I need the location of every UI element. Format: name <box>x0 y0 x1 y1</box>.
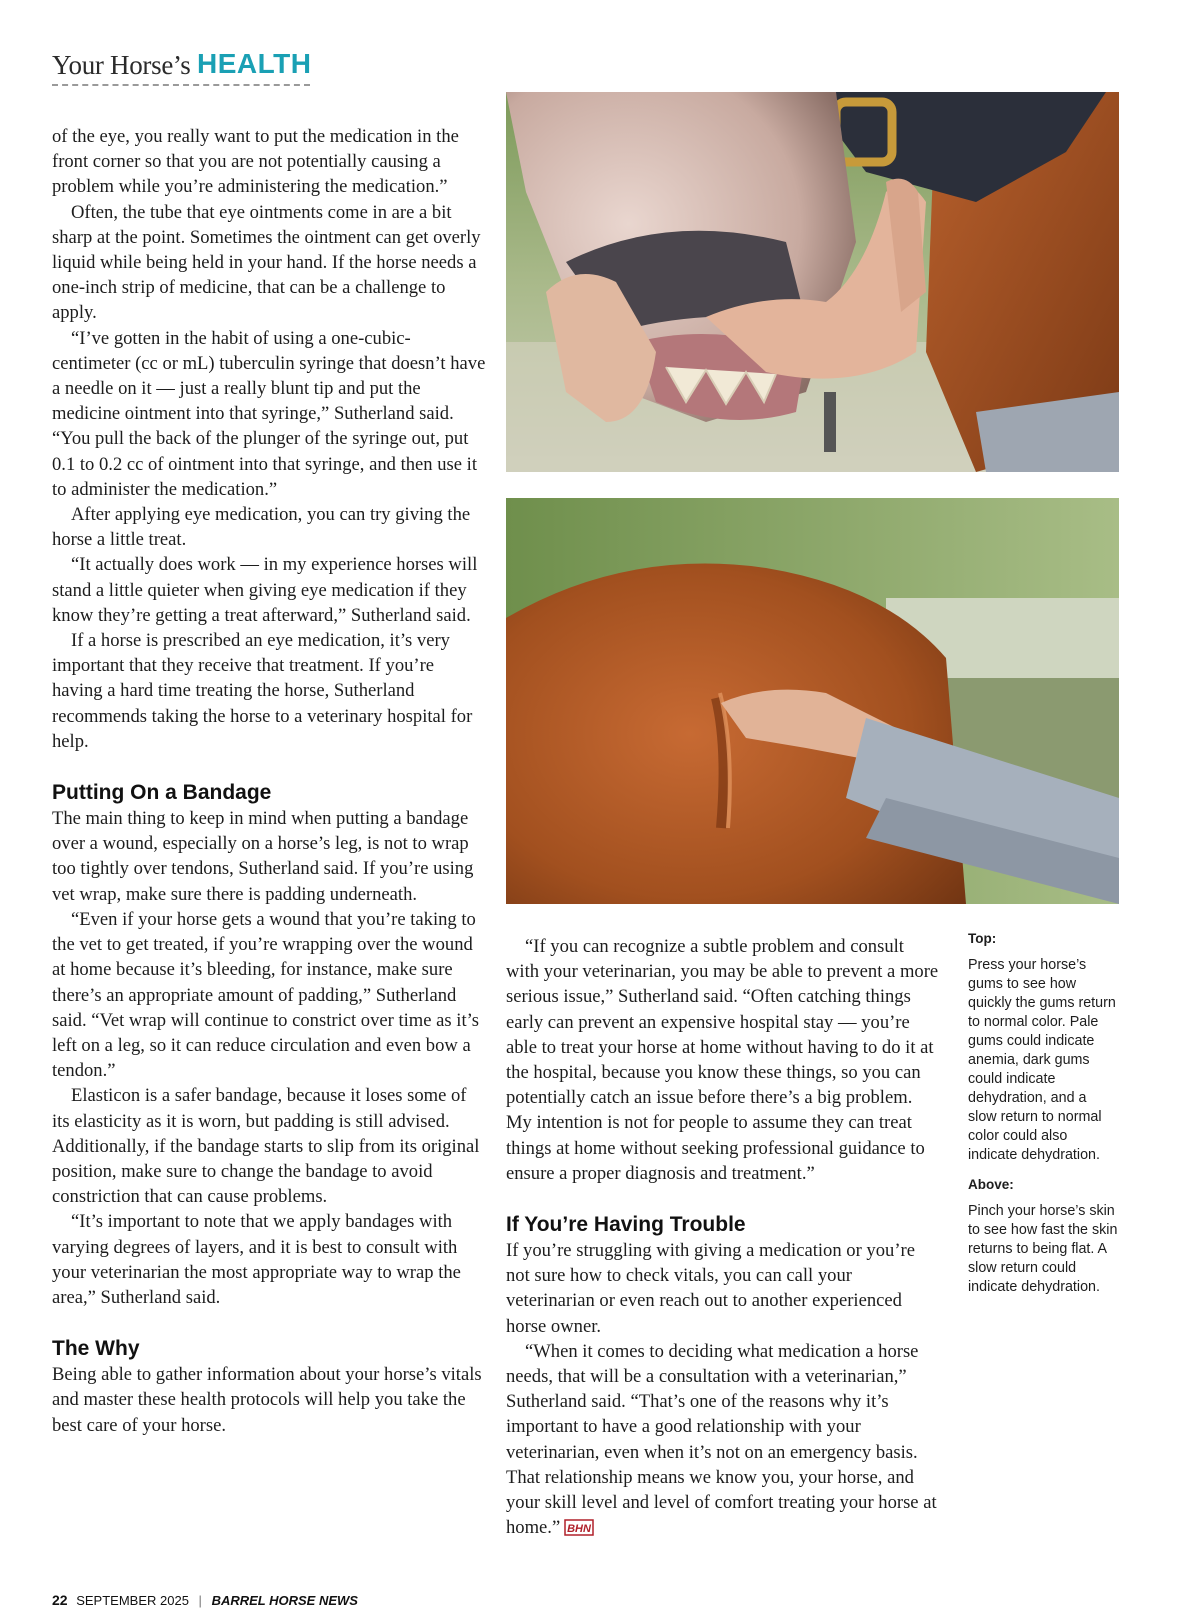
paragraph: If you’re struggling with giving a medication or you’re not sure how to check vitals, you can call your veterinarian or even reach out to another experienced horse owner. <box>506 1240 915 1337</box>
photo-captions <box>968 929 1118 1307</box>
section-header <box>52 46 310 86</box>
subheading-why: The Why <box>52 1337 140 1361</box>
horse-gums-photo <box>506 92 1119 472</box>
paragraph: After applying eye medication, you can try giving the horse a little treat. <box>52 504 471 551</box>
caption-top-text: Press your horse’s gums to see how quickly the gums return to normal color. Pale gums could indicate anemia, dark gums could indicate dehydration, and a slow return to normal color could also indicate dehydration. <box>968 957 1116 1163</box>
paragraph: “Even if your horse gets a wound that you’re taking to the vet to get treated, if you’re wrapping over the wound at home because it’s bleeding, for instance, make sure there’s an appropriate amount of padding,” Sutherland said. “Vet wrap will continue to constrict over time as it’s left on a leg, so it can reduce circulation and even bow a tendon.” <box>52 908 480 1082</box>
horse-skin-pinch-photo <box>506 498 1119 904</box>
paragraph: If a horse is prescribed an eye medication, it’s very important that they receive that treatment. If you’re having a hard time treating the horse, Sutherland recommends taking the horse to a veterinary hospital for help. <box>52 630 473 752</box>
header-section: HEALTH <box>197 48 312 79</box>
article-column-2 <box>506 934 941 1540</box>
paragraph <box>506 1339 941 1541</box>
bhn-logo-icon <box>564 1519 594 1536</box>
paragraph: of the eye, you really want to put the medication in the front corner so that you are not potentially causing a problem while you’re administering the medication.” <box>52 126 459 198</box>
paragraph: Elasticon is a safer bandage, because it loses some of its elasticity as it is worn, but padding is still advised. Additionally, if the bandage starts to slip from its original position, make sure to change the bandage to avoid constriction that can cause problems. <box>52 1085 480 1208</box>
paragraph-text: “When it comes to deciding what medication a horse needs, that will be a consultation with a veterinarian,” Sutherland said. “That’s one of the reasons why it’s important to have a good relationship with your veterinarian, even when it’s not on an emergency basis. That relationship means we know you, your horse, and your skill level and level of comfort treating your horse at home.” <box>506 1340 937 1539</box>
end-mark-text: BHN <box>567 1523 592 1536</box>
caption-above-label: Above: <box>968 1177 1014 1192</box>
subheading-trouble: If You’re Having Trouble <box>506 1213 746 1237</box>
caption-above-text: Pinch your horse’s skin to see how fast the skin returns to being flat. A slow return could indicate dehydration. <box>968 1203 1118 1295</box>
caption-top-label: Top: <box>968 931 997 946</box>
paragraph: Being able to gather information about your horse’s vitals and master these health protocols will help you take the best care of your horse. <box>52 1364 482 1436</box>
header-lead: Your Horse’s <box>52 50 191 80</box>
article-column-1 <box>52 124 487 1438</box>
issue-date: SEPTEMBER 2025 <box>76 1593 189 1608</box>
page-footer <box>52 1592 358 1608</box>
publication-name: BARREL HORSE NEWS <box>211 1593 358 1608</box>
subheading-bandage: Putting On a Bandage <box>52 781 272 805</box>
paragraph: “It actually does work — in my experience horses will stand a little quieter when giving eye medication if they know they’re getting a treat afterward,” Sutherland said. <box>52 554 478 626</box>
paragraph: The main thing to keep in mind when putting a bandage over a wound, especially on a horse’s leg, is not to wrap too tightly over tendons, Sutherland said. If you’re using vet wrap, make sure there is padding underneath. <box>52 808 474 905</box>
footer-separator: | <box>198 1593 202 1608</box>
page-number: 22 <box>52 1592 68 1608</box>
paragraph: “If you can recognize a subtle problem and consult with your veterinarian, you may be able to prevent a more serious issue,” Sutherland said. “Often catching things early can prevent an expensive hospital stay — you’re able to treat your horse at home without having to do it at the hospital, because you know these things, so you can potentially catch an issue before there’s a big problem. My intention is not for people to assume they can treat things at home without seeking professional guidance to ensure a proper diagnosis and treatment.” <box>506 936 939 1184</box>
paragraph: “I’ve gotten in the habit of using a one-cubic-centimeter (cc or mL) tuberculin syringe that doesn’t have a needle on it — just a really blunt tip and put the medicine ointment into that syringe,” Sutherland said. “You pull the back of the plunger of the syringe out, put 0.1 to 0.2 cc of ointment into that syringe, and then use it to administer the medication.” <box>52 327 486 500</box>
paragraph: “It’s important to note that we apply bandages with varying degrees of layers, and it is best to consult with your veterinarian the most appropriate way to wrap the area,” Sutherland said. <box>52 1211 461 1308</box>
paragraph: Often, the tube that eye ointments come in are a bit sharp at the point. Sometimes the ointment can get overly liquid while being held in your hand. If the horse needs a one-inch strip of medicine, that can be a challenge to apply. <box>52 201 481 324</box>
